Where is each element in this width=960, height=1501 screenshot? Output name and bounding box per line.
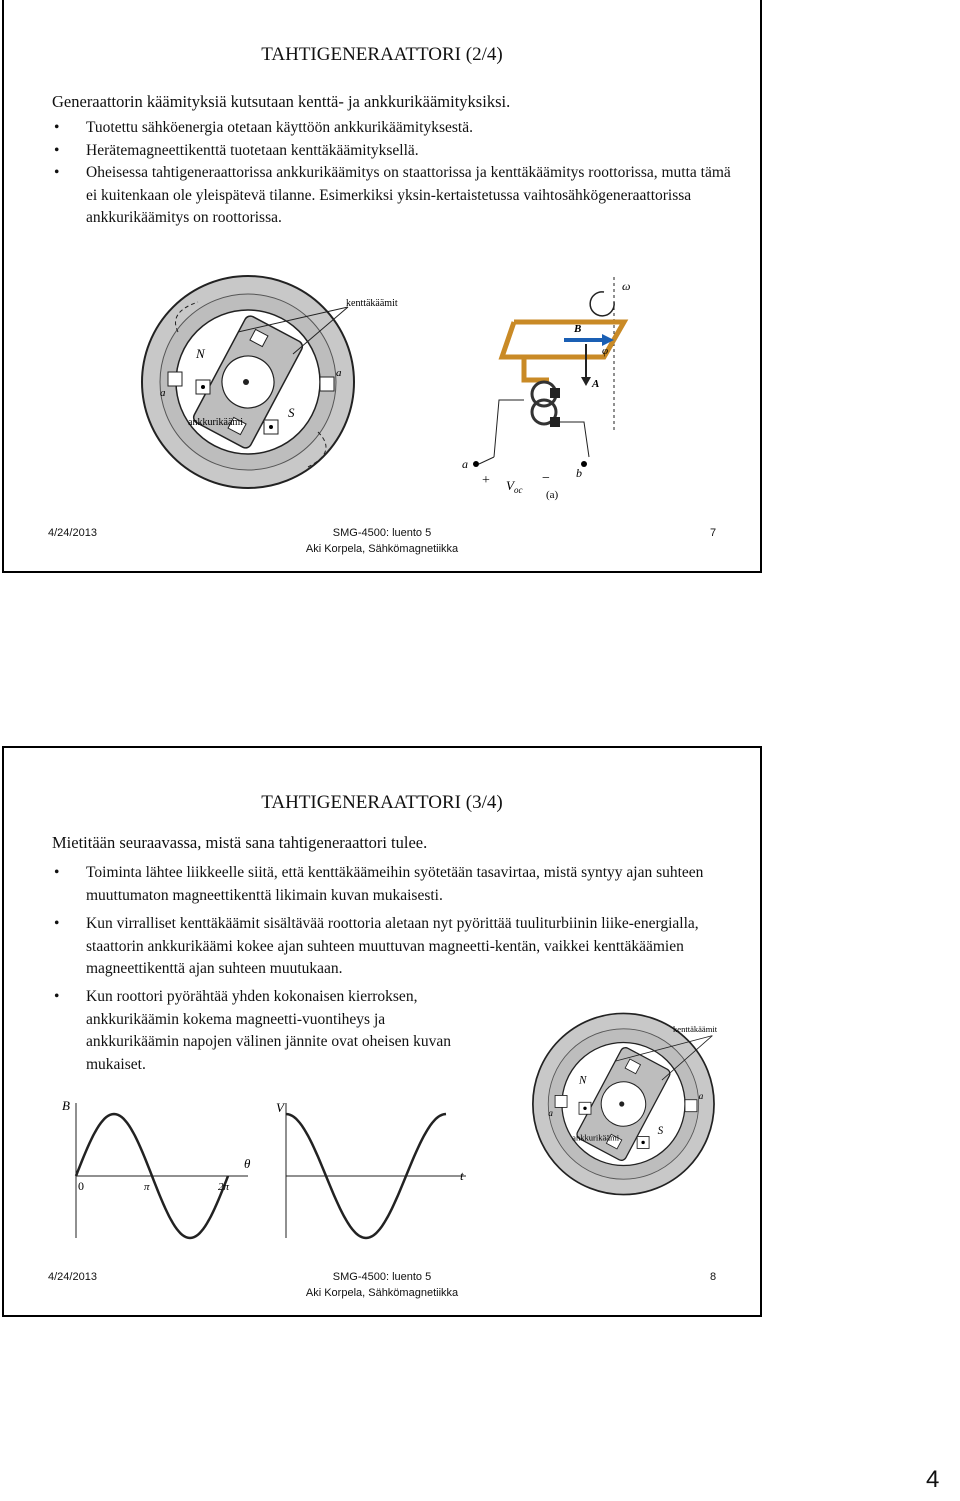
a-right-label: a [698,1091,704,1102]
bullet-item: • Kun virralliset kenttäkäämit sisältävää roottoria aletaan nyt pyörittää tuuliturbiinin liike-energialla, staattorin ankkurikäämi kokee ajan suhteen muuttuvan magneetti-kentän, vaikkei kenttäkäämien magneettikenttä ajan suhteen muutukaan. [52,913,726,981]
a-left-label: a [548,1108,553,1119]
slide-title: TAHTIGENERAATTORI (3/4) [261,792,503,813]
terminal-a-label: a [462,457,468,471]
bullet-item: • Kun roottori pyörähtää yhden kokonaisen kierroksen, ankkurikäämin kokema magneetti-vuontiheys ja ankkurikäämin napojen välinen jännite ovat oheisen kuvan mukaiset. [52,986,452,1076]
footer-page-number: 8 [710,1271,717,1283]
rotating-loop-figure [454,272,654,502]
plus-sign: + [482,473,490,488]
footer-author: Aki Korpela, Sähkömagnetiikka [305,543,459,555]
generator-cross-section-figure [138,272,398,492]
bullet-item: • Tuotettu sähköenergia otetaan käyttöön ankkurikäämityksestä. [52,117,732,140]
generator-cross-section-figure-small [522,1010,742,1198]
footer-course: SMG-4500: luento 5 [332,1271,432,1283]
footer-date: 4/24/2013 [48,527,97,539]
terminal-b-label: b [576,466,582,480]
bullet-list [52,117,732,230]
voc-label: $V_{oc}$ [506,478,523,495]
bullet-item: • Oheisessa tahtigeneraattorissa ankkurikäämitys on staattorissa ja kenttäkäämitys roottorissa, mutta tämä ei kuitenkaan ole yleispätevä tilanne. Esimerkiksi yksin-kertaistetussa vaihtosähkögeneraattorissa ankkurikäämitys on roottorissa. [52,162,732,230]
s-pole-label: S [657,1124,664,1137]
footer-author: Aki Korpela, Sähkömagnetiikka [305,1287,459,1299]
figure-caption: (a) [546,489,559,501]
minus-sign: − [542,471,550,486]
armature-winding-label: ankkurikäämi [188,417,243,428]
bullet-list-2 [52,986,452,1076]
armature-winding-label: ankkurikäämi [572,1132,620,1143]
omega-label: ω [622,279,631,293]
field-windings-label: kenttäkäämit [673,1024,718,1035]
a-left-label: a [160,387,166,399]
a-vector-label: A [592,378,600,390]
s-pole-label: S [288,405,295,420]
field-windings-label: kenttäkäämit [346,298,398,309]
v-vs-t-plot [266,1098,486,1248]
bullet-item: • Herätemagneettikenttä tuotetaan kenttäkäämityksellä. [52,140,732,163]
slide-7 [2,0,762,573]
tick-pi: π [144,1181,150,1193]
tick-2pi: 2π [218,1181,230,1193]
phi-label: φ [602,345,609,357]
slide-intro: Generaattorin käämityksiä kutsutaan kenttä- ja ankkurikäämityksiksi. [52,92,511,111]
bullet-list [52,862,726,981]
a-right-label: a [336,367,342,379]
n-pole-label: N [579,1074,587,1087]
n-pole-label: N [196,346,205,361]
footer-course: SMG-4500: luento 5 [332,527,432,539]
footer-page-number: 7 [710,527,717,539]
slide-intro: Mietitään seuraavassa, mistä sana tahtigeneraattori tulee. [52,833,428,852]
tick-0: 0 [78,1179,84,1193]
footer-date: 4/24/2013 [48,1271,97,1283]
slide-8 [2,746,762,1317]
b-vs-theta-plot [48,1098,268,1248]
b-vector-label: B [574,323,582,335]
y-axis-label: V [276,1100,284,1115]
document-page-number: 4 [926,1466,940,1493]
y-axis-label: B [62,1098,70,1113]
x-axis-label: θ [244,1156,251,1171]
slide-title: TAHTIGENERAATTORI (2/4) [261,44,503,65]
bullet-item: • Toiminta lähtee liikkeelle siitä, että kenttäkäämeihin syötetään tasavirtaa, mistä syntyy ajan suhteen muuttumaton magneettikenttä likimain kuvan mukaisesti. [52,862,726,907]
x-axis-label: t [460,1168,464,1183]
